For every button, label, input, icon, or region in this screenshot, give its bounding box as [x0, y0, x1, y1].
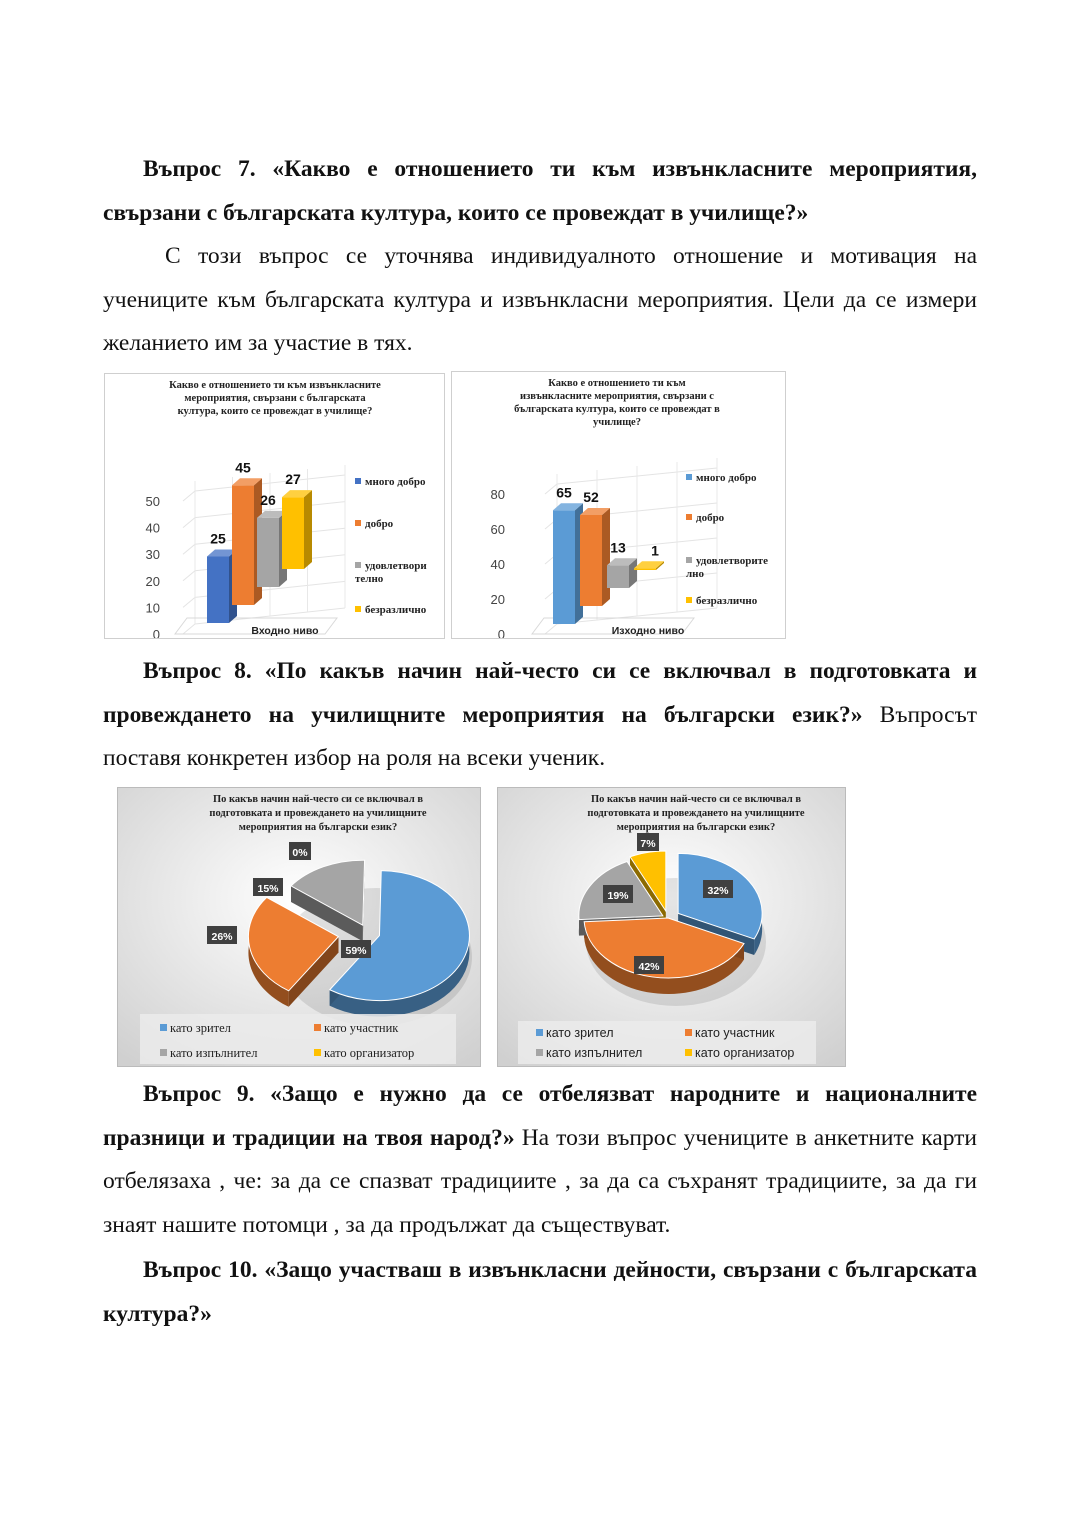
gridline-side — [183, 491, 195, 501]
bar-4 — [282, 497, 304, 569]
bar-chart-entry-level — [104, 373, 445, 639]
legend-swatch-2 — [355, 520, 361, 526]
data-label-2: 42% — [638, 961, 660, 973]
legend-swatch-1 — [536, 1029, 543, 1036]
legend-label-3: като изпълнител — [170, 1046, 258, 1060]
y-tick-label: 60 — [490, 522, 505, 537]
chart-title-line: мероприятия на български език? — [238, 822, 398, 833]
legend-label-3: удовлетвори — [365, 560, 427, 572]
legend-swatch-1 — [160, 1024, 167, 1031]
q9-paragraph — [103, 1073, 977, 1247]
chart-title-line: По какъв начин най-често си се включвал в — [590, 794, 802, 805]
q8-paragraph — [103, 650, 977, 781]
y-tick-label: 20 — [490, 592, 505, 607]
q9-heading: Въпрос 9. «Защо е нужно да се отбелязват народните и националните празници и традиции на твоя народ?» — [103, 1081, 977, 1151]
gridline-side — [183, 571, 195, 581]
bar-3 — [257, 518, 279, 587]
pie-chart-exit-level — [497, 787, 846, 1067]
bar-side-2 — [602, 508, 610, 606]
legend-label-1: като зрител — [170, 1021, 231, 1035]
chart-title-line: подготовката и провеждането на училищните — [209, 808, 427, 819]
x-axis-category: Входно ниво — [251, 625, 319, 637]
gridline-side — [545, 624, 557, 634]
data-label-3: 15% — [257, 883, 279, 895]
legend-label-4: като организатор — [695, 1046, 795, 1060]
legend-label-4: безразлично — [365, 604, 427, 616]
legend-swatch-3 — [686, 557, 692, 563]
legend-swatch-4 — [314, 1049, 321, 1056]
bar-3 — [607, 565, 629, 588]
bar-4 — [634, 568, 656, 570]
chart-title-line: култура, които се провеждат в училище? — [177, 406, 373, 417]
bar-side-4 — [304, 490, 312, 569]
legend-label-1: много добро — [365, 476, 426, 488]
data-label-4: 27 — [285, 471, 301, 488]
chart-title-line: мероприятия на български език? — [616, 822, 776, 833]
bar-1 — [207, 557, 229, 624]
chart-title-line: Какво е отношението ти към извънкласните — [169, 380, 381, 391]
legend-swatch-1 — [686, 474, 692, 480]
bar-chart-exit-level — [451, 371, 786, 639]
legend-swatch-2 — [314, 1024, 321, 1031]
bar-2 — [580, 515, 602, 606]
legend-label-2: добро — [696, 512, 725, 524]
gridline-side — [183, 597, 195, 607]
legend-swatch-4 — [686, 597, 692, 603]
q7-body: С този въпрос се уточнява индивидуалното отношение и мотивация на учениците към българската култура и извънкласни мероприятия. Цели да се измери желанието им за участие в тях. — [103, 243, 977, 356]
q7-heading: Въпрос 7. «Какво е отношението ти към извънкласните мероприятия, свързани с българската култура, които се провеждат в училище?» — [103, 156, 977, 226]
data-label-4: 0% — [292, 847, 308, 859]
chart-title-line: подготовката и провеждането на училищните — [587, 808, 805, 819]
legend-label-3: удовлетворите — [696, 555, 768, 567]
pie-chart-entry-level — [117, 787, 481, 1067]
y-tick-label: 0 — [497, 627, 505, 638]
legend-label-3: телно — [355, 573, 384, 585]
legend-label-2: добро — [365, 518, 394, 530]
legend-swatch-4 — [355, 606, 361, 612]
data-label-2: 52 — [583, 489, 599, 505]
data-label-1: 59% — [345, 945, 367, 957]
q8-heading: Въпрос 8. «По какъв начин най-често си се включвал в подготовката и провеждането на училищните мероприятия на български език?» — [103, 658, 977, 728]
q8-body: Въпросът поставя конкретен избор на роля на всеки ученик. — [103, 701, 977, 771]
pie-chart-entry-level-svg — [118, 788, 480, 1066]
data-label-3: 26 — [260, 491, 276, 508]
gridline-side — [183, 518, 195, 528]
y-tick-label: 0 — [152, 627, 160, 638]
x-axis-category: Изходно ниво — [611, 625, 685, 637]
y-tick-label: 40 — [145, 520, 160, 536]
data-label-1: 65 — [556, 484, 572, 501]
bar-chart-exit-level-svg — [452, 372, 785, 638]
chart-title-line: извънкласните мероприятия, свързани с — [520, 391, 714, 402]
data-label-1: 32% — [707, 885, 729, 897]
bar-chart-entry-level-svg — [105, 374, 444, 638]
data-label-1: 25 — [210, 530, 226, 547]
gridline-side — [545, 484, 557, 494]
legend-label-3: като изпълнител — [546, 1046, 643, 1060]
y-tick-label: 20 — [145, 573, 160, 589]
y-tick-label: 10 — [145, 600, 160, 616]
legend-label-2: като участник — [324, 1021, 399, 1035]
data-label-2: 26% — [211, 931, 233, 943]
legend-swatch-3 — [355, 562, 361, 568]
chart-title-line: По какъв начин най-често си се включвал в — [212, 794, 424, 805]
legend-swatch-2 — [686, 514, 692, 520]
chart-title-line: мероприятия, свързани с българската — [184, 393, 366, 404]
legend-label-2: като участник — [695, 1026, 775, 1040]
gridline-side — [183, 624, 195, 634]
data-label-3: 13 — [610, 539, 626, 556]
chart-title-line: Какво е отношението ти към — [548, 378, 686, 389]
q10-heading: Въпрос 10. «Защо участваш в извънкласни дейности, свързани с българската култура?» — [103, 1257, 977, 1327]
chart-title-line: българската култура, които се провеждат в — [514, 404, 720, 415]
q9-body: На този въпрос учениците в анкетните карти отбелязаха , че: за да се спазват традициите , за да са съхранят традициите, за да ги знаят нашите потомци , за да продължат да съществуват. — [103, 1124, 977, 1238]
legend-swatch-1 — [355, 478, 361, 484]
legend-label-1: много добро — [696, 472, 757, 484]
legend-label-4: безразлично — [696, 595, 758, 607]
data-label-3: 19% — [607, 890, 629, 902]
bar-top-4 — [634, 561, 664, 568]
data-label-2: 45 — [235, 459, 251, 476]
pie-chart-exit-level-svg — [498, 788, 845, 1066]
bar-1 — [553, 510, 575, 624]
legend-label-1: като зрител — [546, 1026, 614, 1040]
legend-swatch-3 — [536, 1049, 543, 1056]
data-label-4: 1 — [651, 542, 659, 559]
legend-label-4: като организатор — [324, 1046, 415, 1060]
chart-title-line: училище? — [593, 417, 641, 428]
y-tick-label: 40 — [490, 557, 505, 572]
legend-swatch-4 — [685, 1049, 692, 1056]
y-tick-label: 80 — [490, 487, 505, 502]
y-tick-label: 50 — [145, 494, 160, 509]
legend-swatch-3 — [160, 1049, 167, 1056]
data-label-4: 7% — [640, 838, 656, 850]
legend-label-3: лно — [686, 568, 705, 580]
y-tick-label: 30 — [145, 547, 160, 563]
legend-swatch-2 — [685, 1029, 692, 1036]
bar-2 — [232, 485, 254, 605]
gridline-side — [183, 544, 195, 554]
